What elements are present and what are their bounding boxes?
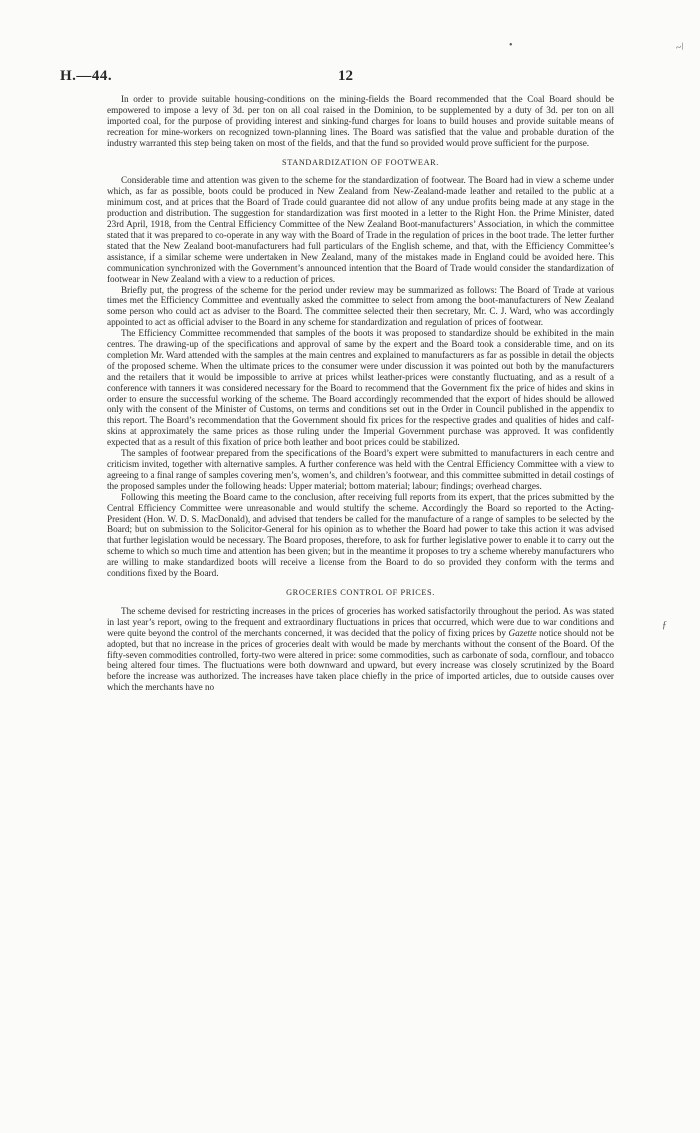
- groceries-text-part-2: notice should not be adopted, but that no increase in the prices of groceries dealt with would be made by merchants without the consent of the Board. Of the fifty-seven commodities controlled, forty-two were altered in price: some commodities, such as carbonate of soda, cornflour, and tobacco being altered four times. The fluctuations were both downward and upward, but every increase was closely scrutinized by the Board before the increase was authorized. The increases have taken place chiefly in the price of imported articles, due to outside causes over which the merchants have no: [107, 627, 614, 693]
- footwear-paragraph-4: The samples of footwear prepared from the specifications of the Board’s expert were submitted to manufacturers in each centre and criticism invited, together with alternative samples. A further conference was held with the Central Efficiency Committee with a view to agreeing to a final range of samples covering men’s, women’s, and children’s footwear, and this committee submitted in detail costings of the proposed samples under the following heads: Upper material; bottom material; labour; findings; overhead charges.: [107, 448, 614, 491]
- footwear-paragraph-5: Following this meeting the Board came to the conclusion, after receiving full reports from its expert, that the prices submitted by the Central Efficiency Committee were unreasonable and would stultify the scheme. Accordingly the Board so reported to the Acting-President (Hon. W. D. S. MacDonald), and advised that tenders be called for the manufacture of a range of samples to be selected by the Board; but on submission to the Solicitor-General for his opinion as to whether the Board had power to take this action it was advised that further legislation would be necessary. The Board proposes, therefore, to ask for further legislative power to enable it to carry out the scheme to which so much time and attention has been given; but in the meantime it proposes to try a scheme whereby manufacturers who are willing to make standardized boots will receive a license from the Board to do so provided they conform with the terms and conditions fixed by the Board.: [107, 491, 614, 579]
- footwear-paragraph-3: The Efficiency Committee recommended that samples of the boots it was proposed to standardize should be exhibited in the main centres. The drawing-up of the specifications and approval of same by the expert and the Board took a considerable time, and on its completion Mr. Ward attended with the samples at the main centres and explained to manufacturers as far as possible in detail the objects of the proposed scheme. When the ultimate prices to the consumer were under discussion it was pointed out both by the manufacturers and the retailers that it would be impossible to arrive at prices whilst leather-prices were constantly fluctuating, and as a result of a conference with tanners it was considered necessary for the Board to recommend that the Government fix the price of hides and skins in order to ensure the successful working of the scheme. The Board accordingly recommended that the export of hides should be allowed only with the consent of the Minister of Customs, on terms and conditions set out in the Order in Council published in the appendix to this report. The Board’s recommendation that the Government should fix prices for the respective grades and qualities of hides and calf-skins at approximately the same prices as those ruling under the Imperial Government purchase was approved. It was confidently expected that as a result of this fixation of price both leather and boot prices could be stabilized.: [107, 328, 614, 448]
- groceries-heading: GROCERIES CONTROL OF PRICES.: [286, 587, 435, 597]
- document-reference: H.—44.: [60, 68, 113, 84]
- page-body: [107, 94, 614, 693]
- groceries-paragraph-1: [107, 606, 614, 693]
- intro-paragraph: In order to provide suitable housing-conditions on the mining-fields the Board recommended that the Coal Board should be empowered to impose a levy of 3d. per ton on all coal raised in the Dominion, to be supplemented by a duty of 3d. per ton on all imported coal, for the purpose of providing interest and sinking-fund charges for loans to build houses and provide suitable means of recreation for mine-workers on recognized town-planning lines. The Board was satisfied that the value and probable duration of the industry warranted this step being taken on most of the fields, and that the fund so provided would prove sufficient for the purpose.: [107, 94, 614, 148]
- right-tick-mark: ~/: [674, 41, 686, 54]
- footwear-paragraph-1: Considerable time and attention was given to the scheme for the standardization of footwear. The Board had in view a scheme under which, as far as possible, boots could be produced in New Zealand from New-Zealand-made leather and retailed to the public at a minimum cost, and at prices that the Board of Trade could guarantee did not allow of any undue profits being made at any stage in the production and distribution. The suggestion for standardization was first mooted in a letter to the Right Hon. the Prime Minister, dated 23rd April, 1918, from the Central Efficiency Committee of the New Zealand Boot-manufacturers’ Association, in which the committee stated that it was prepared to co-operate in any way with the Board of Trade in the regulation of prices in the boot trade. The letter further stated that the New Zealand boot-manufacturers had full particulars of the English scheme, and that, with the Efficiency Committee’s assistance, if a similar scheme were undertaken in New Zealand, many of the mistakes made in England could be avoided here. This communication synchronized with the Government’s announced intention that the Board of Trade would consider the standardization of footwear in New Zealand with a view to a reduction of prices.: [107, 175, 614, 284]
- side-mark: ƒ: [662, 620, 667, 631]
- footwear-paragraph-2: Briefly put, the progress of the scheme for the period under review may be summarized as follows: The Board of Trade at various times met the Efficiency Committee and eventually asked the committee to select from among the boot-manufacturers of New Zealand some person who could act as adviser to the Board. The committee selected their then secretary, Mr. C. J. Ward, who was accordingly appointed to act as official adviser to the Board in any scheme for standardization and regulation of prices of footwear.: [107, 284, 614, 328]
- page-number: 12: [338, 68, 353, 84]
- gazette-italic: Gazette: [508, 627, 537, 638]
- groceries-text-part-1: The scheme devised for restricting increases in the prices of groceries has worked satisfactorily throughout the period. As was stated in last year’s report, owing to the frequent and extraordinary fluctuations in prices that occurred, which were due to war conditions and were quite beyond the control of the merchants concerned, it was decided that the policy of fixing prices by: [107, 605, 614, 638]
- footwear-heading: STANDARDIZATION OF FOOTWEAR.: [282, 157, 439, 167]
- top-dot-mark: •: [509, 40, 513, 51]
